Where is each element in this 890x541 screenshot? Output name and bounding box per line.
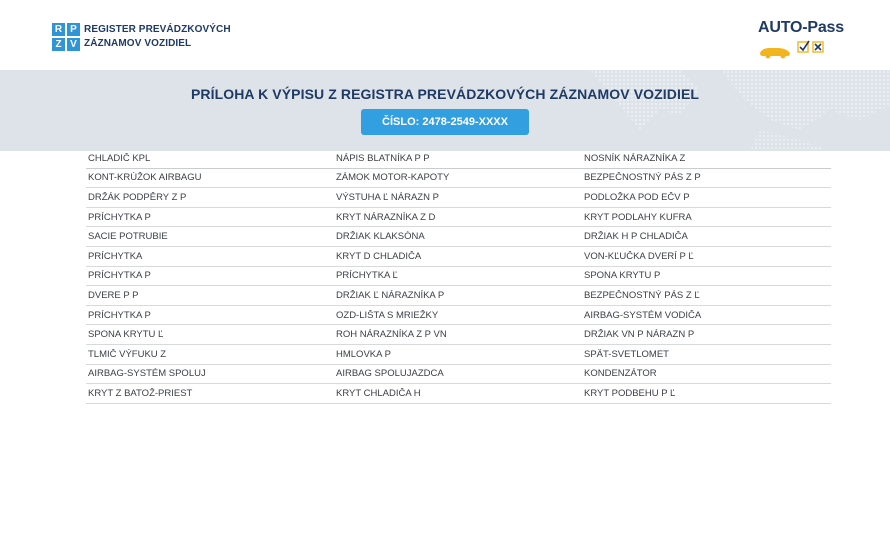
table-cell: VON-KĽUČKA DVERÍ P Ľ bbox=[584, 250, 694, 262]
logo-line-2: ZÁZNAMOV VOZIDIEL bbox=[84, 38, 192, 49]
autopass-icons bbox=[758, 40, 828, 60]
table-cell: AIRBAG-SYSTÉM SPOLUJ bbox=[88, 368, 206, 380]
table-row bbox=[86, 365, 831, 385]
table-cell: DRŽIAK KLAKSÓNA bbox=[336, 231, 425, 243]
table-cell: NÁPIS BLATNÍKA P P bbox=[336, 152, 430, 164]
table-cell: KONT-KRÚŽOK AIRBAGU bbox=[88, 172, 202, 184]
table-cell: PODLOŽKA POD EČV P bbox=[584, 191, 690, 203]
table-row bbox=[86, 286, 831, 306]
table-row bbox=[86, 306, 831, 326]
table-cell: KRYT Z BATOŽ-PRIEST bbox=[88, 387, 193, 399]
page-header bbox=[0, 0, 890, 70]
table-cell: KONDENZÁTOR bbox=[584, 368, 657, 380]
table-row bbox=[86, 267, 831, 287]
car-key-icon bbox=[760, 48, 790, 59]
table-row bbox=[86, 208, 831, 228]
table-cell: KRYT CHLADIČA H bbox=[336, 387, 421, 399]
parts-table bbox=[86, 149, 831, 404]
table-row bbox=[86, 384, 831, 404]
rpzv-logo bbox=[52, 23, 80, 51]
table-cell: PRÍCHYTKA Ľ bbox=[336, 270, 398, 282]
table-cell: HMLOVKA P bbox=[336, 348, 391, 360]
table-row bbox=[86, 227, 831, 247]
table-cell: AIRBAG-SYSTÉM VODIČA bbox=[584, 309, 702, 321]
table-cell: TLMIČ VÝFUKU Z bbox=[88, 348, 167, 360]
logo-letter: V bbox=[67, 38, 80, 51]
checkbox-cross-icon bbox=[813, 42, 823, 52]
table-cell: BEZPEČNOSTNÝ PÁS Z P bbox=[584, 172, 701, 184]
table-cell: PRÍCHYTKA P bbox=[88, 309, 151, 321]
table-cell: KRYT PODLAHY KUFRA bbox=[584, 211, 692, 223]
table-row bbox=[86, 247, 831, 267]
record-number-badge: ČÍSLO: 2478-2549-XXXX bbox=[361, 109, 529, 135]
page-title: PRÍLOHA K VÝPISU Z REGISTRA PREVÁDZKOVÝCH ZÁZNAMOV VOZIDIEL bbox=[190, 86, 700, 102]
table-cell: SACIE POTRUBIE bbox=[88, 231, 168, 243]
table-cell: DRŽIAK VN P NÁRAZN P bbox=[584, 329, 695, 341]
table-cell: SPONA KRYTU Ľ bbox=[88, 329, 164, 341]
table-cell: PRÍCHYTKA bbox=[88, 250, 143, 262]
table-cell: DVERE P P bbox=[88, 289, 139, 301]
table-cell: KRYT NÁRAZNÍKA Z D bbox=[336, 211, 436, 223]
logo-letter: R bbox=[52, 23, 65, 36]
table-cell: SPÄT-SVETLOMET bbox=[584, 348, 669, 360]
autopass-brand: AUTO-Pass bbox=[758, 19, 844, 36]
table-row bbox=[86, 149, 831, 169]
table-cell: ROH NÁRAZNÍKA Z P VN bbox=[336, 329, 447, 341]
table-cell: PRÍCHYTKA P bbox=[88, 211, 151, 223]
logo-text bbox=[84, 23, 231, 51]
logo-line-1: REGISTER PREVÁDZKOVÝCH bbox=[84, 24, 231, 35]
world-map-dots bbox=[530, 70, 890, 151]
table-row bbox=[86, 169, 831, 189]
table-cell: CHLADIČ KPL bbox=[88, 152, 151, 164]
table-row bbox=[86, 188, 831, 208]
table-cell: ZÁMOK MOTOR-KAPOTY bbox=[336, 172, 450, 184]
logo-letter: P bbox=[67, 23, 80, 36]
table-cell: BEZPEČNOSTNÝ PÁS Z Ľ bbox=[584, 289, 700, 301]
table-cell: DRŽIAK Ľ NÁRAZNÍKA P bbox=[336, 289, 445, 301]
checkbox-checked-icon bbox=[798, 41, 809, 52]
table-cell: PRÍCHYTKA P bbox=[88, 270, 151, 282]
table-row bbox=[86, 325, 831, 345]
logo-letter: Z bbox=[52, 38, 65, 51]
title-banner bbox=[0, 70, 890, 151]
table-cell: VÝSTUHA Ľ NÁRAZN P bbox=[336, 191, 439, 203]
table-row bbox=[86, 345, 831, 365]
table-cell: DRŽIAK H P CHLADIČA bbox=[584, 231, 688, 243]
table-cell: KRYT D CHLADIČA bbox=[336, 250, 422, 262]
table-cell: NOSNÍK NÁRAZNÍKA Z bbox=[584, 152, 686, 164]
table-cell: OZD-LIŠTA S MRIEŽKY bbox=[336, 309, 439, 321]
table-cell: AIRBAG SPOLUJAZDCA bbox=[336, 368, 444, 380]
table-cell: SPONA KRYTU P bbox=[584, 270, 661, 282]
table-cell: DRŽÁK PODPĚRY Z P bbox=[88, 191, 187, 203]
table-cell: KRYT PODBEHU P Ľ bbox=[584, 387, 676, 399]
